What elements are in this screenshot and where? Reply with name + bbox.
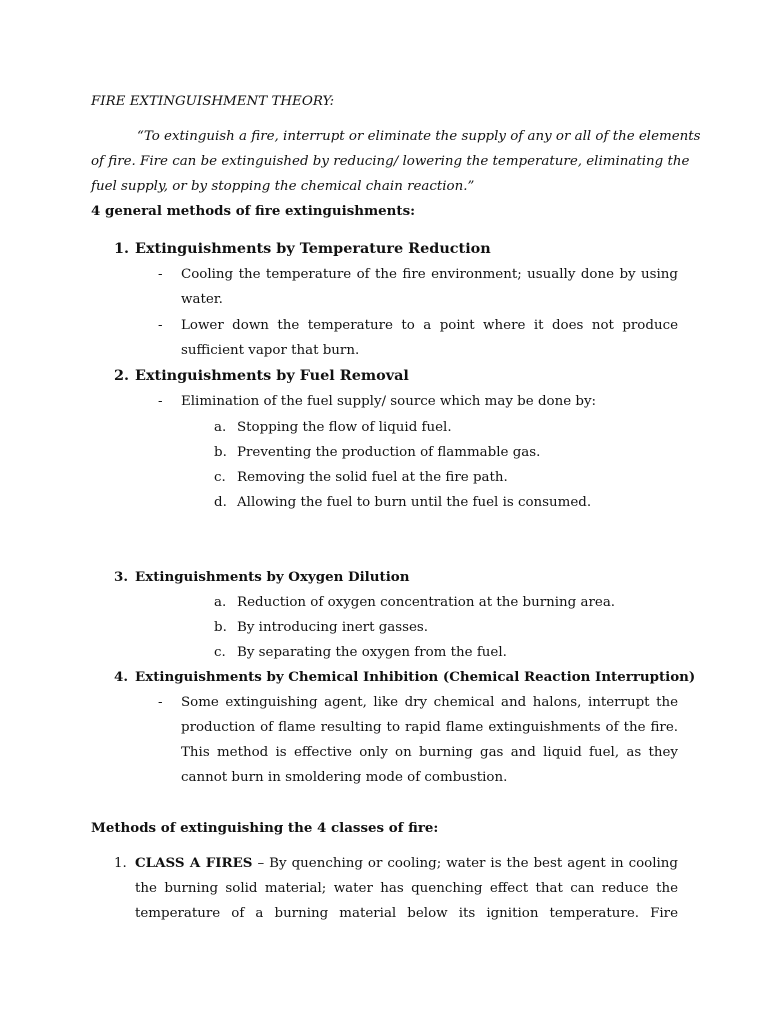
- method-3-number: 3.: [114, 569, 128, 585]
- class-1-line-3: temperature of a burning material below its ignition temperature. Fire: [135, 906, 678, 921]
- list-item-letter: c.: [214, 645, 226, 660]
- quote-line-1: “To extinguish a fire, interrupt or eliminate the supply of any or all of the elements: [137, 129, 701, 144]
- method-1-bullet-2-line-1: Lower down the temperature to a point where it does not produce: [181, 318, 678, 333]
- method-2-bullet-1: Elimination of the fuel supply/ source which may be done by:: [181, 394, 597, 409]
- method-4-bullet-line-2: production of flame resulting to rapid flame extinguishments of the fire.: [181, 720, 678, 735]
- list-item-letter: c.: [214, 470, 226, 485]
- method-4-bullet-line-4: cannot burn in smoldering mode of combustion.: [181, 770, 508, 785]
- quote-line-2: of fire. Fire can be extinguished by reducing/ lowering the temperature, eliminating the: [91, 154, 690, 169]
- list-item: Stopping the flow of liquid fuel.: [237, 420, 452, 435]
- list-item: Removing the solid fuel at the fire path.: [237, 470, 508, 485]
- list-item-letter: b.: [214, 620, 227, 635]
- list-item-letter: a.: [214, 595, 227, 610]
- class-1-line-2: the burning solid material; water has quenching effect that can reduce the: [135, 881, 678, 896]
- bullet-dash: -: [158, 267, 163, 282]
- bullet-dash: -: [158, 695, 163, 710]
- method-3-title: Extinguishments by Oxygen Dilution: [135, 569, 410, 585]
- method-1-bullet-1-line-2: water.: [181, 292, 223, 307]
- method-2-number: 2.: [114, 367, 130, 384]
- method-2-title: Extinguishments by Fuel Removal: [135, 367, 409, 384]
- list-item-letter: a.: [214, 420, 227, 435]
- list-item-letter: b.: [214, 445, 227, 460]
- method-4-title: Extinguishments by Chemical Inhibition (Chemical Reaction Interruption): [135, 669, 696, 685]
- methods-heading: 4 general methods of fire extinguishments:: [91, 203, 416, 219]
- method-4-bullet-line-1: Some extinguishing agent, like dry chemical and halons, interrupt the: [181, 695, 678, 710]
- method-4-number: 4.: [114, 669, 128, 685]
- document-title: FIRE EXTINGUISHMENT THEORY:: [91, 94, 335, 109]
- method-1-title: Extinguishments by Temperature Reduction: [135, 240, 491, 257]
- class-1-number: 1.: [114, 856, 127, 871]
- class-1-line-1-rest: – By quenching or cooling; water is the best agent in cooling: [252, 856, 678, 871]
- list-item: By introducing inert gasses.: [237, 620, 429, 635]
- list-item: Allowing the fuel to burn until the fuel is consumed.: [237, 495, 592, 510]
- list-item-letter: d.: [214, 495, 227, 510]
- method-1-bullet-2-line-2: sufficient vapor that burn.: [181, 343, 360, 358]
- quote-line-3: fuel supply, or by stopping the chemical chain reaction.”: [91, 179, 475, 194]
- method-4-bullet-line-3: This method is effective only on burning gas and liquid fuel, as they: [181, 745, 678, 760]
- bullet-dash: -: [158, 318, 163, 333]
- list-item: Preventing the production of flammable gas.: [237, 445, 541, 460]
- bullet-dash: -: [158, 394, 163, 409]
- list-item: Reduction of oxygen concentration at the burning area.: [237, 595, 616, 610]
- list-item: By separating the oxygen from the fuel.: [237, 645, 507, 660]
- method-1-number: 1.: [114, 240, 130, 257]
- classes-heading: Methods of extinguishing the 4 classes of fire:: [91, 820, 439, 836]
- method-1-bullet-1-line-1: Cooling the temperature of the fire environment; usually done by using: [181, 267, 678, 282]
- class-1-line-1: [135, 855, 678, 872]
- class-1-label: CLASS A FIRES: [135, 855, 253, 871]
